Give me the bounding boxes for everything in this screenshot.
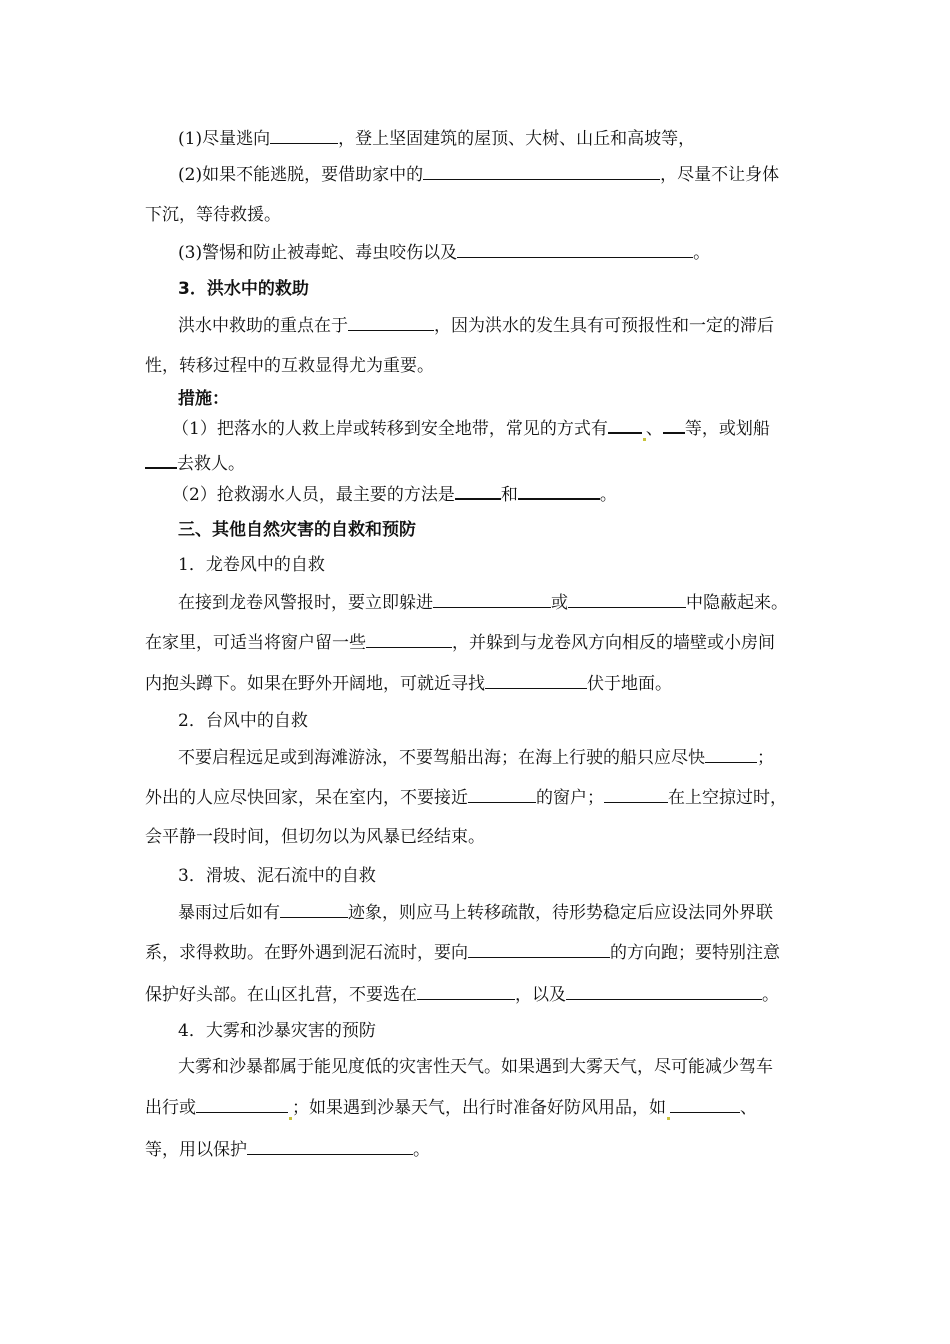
- heading-flood-rescue: [178, 277, 309, 301]
- para-landslide-1: [178, 900, 773, 925]
- para-fog-3: [145, 1137, 430, 1162]
- text: ；: [757, 748, 774, 768]
- text: 在接到龙卷风警报时，要立即躲进: [178, 593, 433, 613]
- fill-blank[interactable]: [145, 450, 177, 469]
- text: 。: [413, 1140, 430, 1160]
- text: 去救人。: [177, 454, 245, 474]
- fill-blank[interactable]: [196, 1095, 288, 1113]
- measure-1: [172, 415, 770, 441]
- text: 。: [599, 485, 617, 505]
- text: 、: [645, 419, 663, 439]
- fill-blank[interactable]: [417, 982, 515, 1000]
- text: 下沉，等待救援。: [145, 205, 281, 225]
- para-typhoon-1: [178, 745, 774, 770]
- item-2-cont: [145, 203, 281, 227]
- text: ，并躲到与龙卷风方向相反的墙壁或小房间: [452, 633, 775, 653]
- fill-blank[interactable]: [568, 590, 686, 608]
- measure-2: [172, 481, 617, 507]
- text: 的方向跑；要特别注意: [610, 943, 780, 963]
- text: 等，用以保护: [145, 1140, 247, 1160]
- para-typhoon-2: [145, 785, 787, 810]
- fill-blank[interactable]: [455, 481, 501, 500]
- text: 3．滑坡、泥石流中的自救: [178, 866, 376, 886]
- fill-blank[interactable]: [280, 900, 348, 918]
- item-1: [178, 126, 695, 151]
- text: ，登上坚固建筑的屋顶、大树、山丘和高坡等，: [338, 129, 696, 149]
- text: 内抱头蹲下。如果在野外开阔地，可就近寻找: [145, 674, 485, 694]
- text: 、: [740, 1098, 757, 1118]
- subheading-landslide: [178, 864, 376, 888]
- fill-blank[interactable]: [348, 313, 434, 331]
- text: 性，转移过程中的互救显得尤为重要。: [145, 356, 434, 376]
- text: 等，或划船: [684, 419, 770, 439]
- fill-blank[interactable]: [705, 745, 757, 763]
- para-fog-1: [178, 1055, 773, 1079]
- fill-blank[interactable]: [566, 982, 762, 1000]
- text: 2．台风中的自救: [178, 711, 308, 731]
- fill-blank[interactable]: [247, 1137, 413, 1155]
- text: 出行或: [145, 1098, 196, 1118]
- fill-blank[interactable]: [518, 481, 600, 500]
- text: 伏于地面。: [587, 674, 672, 694]
- text: ；如果遇到沙暴天气，出行时准备好防风用品，如: [292, 1098, 666, 1118]
- fill-blank[interactable]: [366, 630, 452, 648]
- fill-blank[interactable]: [468, 785, 536, 803]
- text: 不要启程远足或到海滩游泳，不要驾船出海；在海上行驶的船只应尽快: [178, 748, 705, 768]
- text: 中隐蔽起来。: [686, 593, 788, 613]
- text: 或: [551, 593, 568, 613]
- text: 在上空掠过时，: [668, 788, 787, 808]
- item-2: [178, 162, 779, 187]
- text: 暴雨过后如有: [178, 903, 280, 923]
- fill-blank[interactable]: [604, 785, 668, 803]
- fill-blank[interactable]: [663, 415, 685, 434]
- text: (2)如果不能逃脱，要借助家中的: [178, 165, 424, 185]
- text: 系，求得救助。在野外遇到泥石流时，要向: [145, 943, 468, 963]
- text: ，因为洪水的发生具有可预报性和一定的滞后: [434, 316, 774, 336]
- measures-label: [178, 387, 229, 411]
- fill-blank[interactable]: [670, 1095, 740, 1113]
- text: 措施：: [178, 389, 229, 409]
- para-flood-2: [145, 354, 434, 378]
- fill-blank[interactable]: [423, 162, 660, 180]
- text: (3)警惕和防止被毒蛇、毒虫咬伤以及: [178, 243, 458, 263]
- text: 会平静一段时间，但切勿以为风暴已经结束。: [145, 827, 485, 847]
- para-tornado-2: [145, 630, 775, 655]
- text: 保护好头部。在山区扎营，不要选在: [145, 985, 417, 1005]
- fill-blank[interactable]: [485, 671, 587, 689]
- para-tornado-1: [178, 590, 788, 615]
- text: 大雾和沙暴都属于能见度低的灾害性天气。如果遇到大雾天气，尽可能减少驾车: [178, 1057, 773, 1077]
- text: 1．龙卷风中的自救: [178, 555, 325, 575]
- fill-blank[interactable]: [457, 240, 693, 258]
- para-landslide-2: [145, 940, 780, 965]
- heading-text: 3．洪水中的救助: [178, 279, 309, 299]
- fill-blank[interactable]: [468, 940, 610, 958]
- text: 外出的人应尽快回家，呆在室内，不要接近: [145, 788, 468, 808]
- text: 和: [500, 485, 518, 505]
- fill-blank[interactable]: [608, 415, 642, 434]
- mark: [667, 1117, 670, 1120]
- para-fog-2: [145, 1095, 757, 1120]
- text: 的窗户；: [536, 788, 604, 808]
- text: ，尽量不让身体: [660, 165, 780, 185]
- subheading-tornado: [178, 553, 325, 577]
- text: ，以及: [515, 985, 566, 1005]
- text: 迹象，则应马上转移疏散，待形势稳定后应设法同外界联: [348, 903, 773, 923]
- text: 。: [762, 985, 779, 1005]
- text: 洪水中救助的重点在于: [178, 316, 348, 336]
- text: 在家里，可适当将窗户留一些: [145, 633, 366, 653]
- heading-text: 三、其他自然灾害的自救和预防: [178, 520, 416, 540]
- subheading-fog-sandstorm: [178, 1019, 376, 1043]
- fill-blank[interactable]: [270, 126, 338, 144]
- section-other-disasters: [178, 518, 416, 542]
- para-tornado-3: [145, 671, 672, 696]
- para-flood-1: [178, 313, 774, 338]
- subheading-typhoon: [178, 709, 308, 733]
- para-typhoon-3: [145, 825, 485, 849]
- fill-blank[interactable]: [433, 590, 551, 608]
- measure-1-cont: [145, 450, 245, 476]
- text: （2）抢救溺水人员，最主要的方法是: [172, 485, 455, 505]
- text: 。: [693, 243, 711, 263]
- item-3: [178, 240, 710, 265]
- text: (1)尽量逃向: [178, 129, 271, 149]
- text: 4．大雾和沙暴灾害的预防: [178, 1021, 376, 1041]
- text: （1）把落水的人救上岸或转移到安全地带，常见的方式有: [172, 419, 608, 439]
- para-landslide-3: [145, 982, 779, 1007]
